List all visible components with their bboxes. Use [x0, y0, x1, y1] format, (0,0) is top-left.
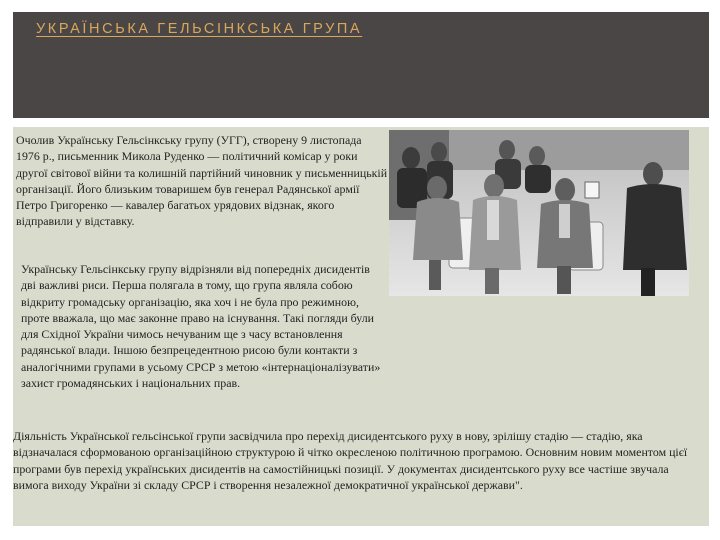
paragraph-features: Українську Гельсінкську групу відрізняли від попередніх дисидентів дві важливі риси. Перша полягала в тому, що група являла собою відкриту громадську організацію, яка хоч і не була про режимною, проте вважала, що має законне право на існування. Такі погляди були для Східної України чимось нечуваним ще з часу встановлення радянської влади. Іншою безпрецедентною рисою були контакти з аналогічними групами в усьому СРСР з метою «інтернаціоналізувати» захист громадянських і національних прав.	[21, 262, 381, 391]
paragraph-founding: Очолив Українську Гельсінкську групу (УГГ), створену 9 листопада 1976 р., письменник Микола Руденко — політичний комісар у роки другої світової війни та колишній партійний чиновник у письменницькій організації. Його близьким товаришем був генерал Радянської армії Петро Григоренко — кавалер багатьох урядових відзнак, якого відправили у відставку.	[16, 133, 388, 229]
paragraph-activity: Діяльність Української гельсінської групи засвідчила про перехід дисидентського руху в нову, зрілішу стадію — стадію, яка відзначалася сформованою організаційною структурою й чітко окресленою політичною програмою. Основним новим моментом цієї програми був перехід українських дисидентів на самостійницькі позиції. У документах дисидентського руху все частіше звучала вимога виходу України зі складу СРСР і створення незалежної демократичної української держави".	[13, 429, 688, 492]
group-photo	[389, 130, 689, 296]
slide-header	[13, 12, 709, 118]
slide-content	[13, 127, 709, 526]
slide-title: УКРАЇНСЬКА ГЕЛЬСІНКСЬКА ГРУПА	[36, 21, 363, 37]
